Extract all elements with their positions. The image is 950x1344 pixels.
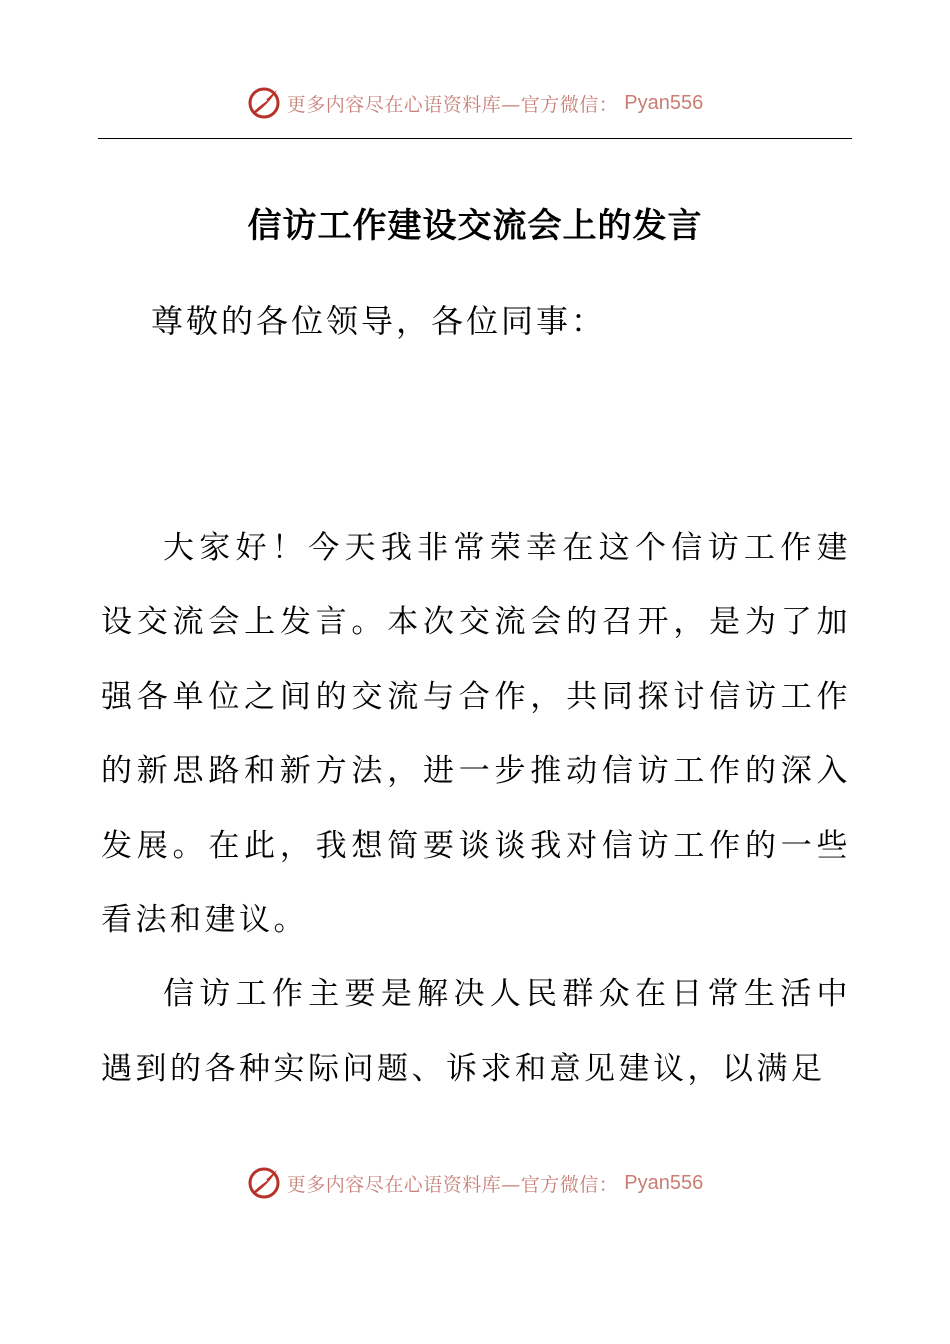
body-paragraph: 大家好！今天我非常荣幸在这个信访工作建设交流会上发言。本次交流会的召开，是为了加强各单位之间的交流与合作，共同探讨信访工作的新思路和新方法，进一步推动信访工作的深入发展。在此，我想简要谈谈我对信访工作的一些看法和建议。 — [101, 530, 851, 939]
header-divider — [98, 138, 852, 139]
salutation: 尊敬的各位领导，各位同事： — [151, 302, 607, 340]
watermark-text: 更多内容尽在心语资料库—官方微信： — [286, 93, 619, 116]
body-paragraph: 信访工作主要是解决人民群众在日常生活中遇到的各种实际问题、诉求和意见建议，以满足 — [101, 976, 851, 1087]
watermark-wechat-id: Pyan556 — [624, 91, 704, 114]
document-title: 信访工作建设交流会上的发言 — [247, 206, 703, 246]
document-body — [101, 511, 851, 1106]
watermark-text: 更多内容尽在心语资料库—官方微信： — [286, 1173, 619, 1196]
quill-logo-icon — [247, 1166, 281, 1200]
quill-logo-icon — [247, 86, 281, 120]
watermark-wechat-id: Pyan556 — [624, 1171, 704, 1194]
header-watermark — [0, 83, 950, 123]
footer-watermark — [0, 1163, 950, 1203]
